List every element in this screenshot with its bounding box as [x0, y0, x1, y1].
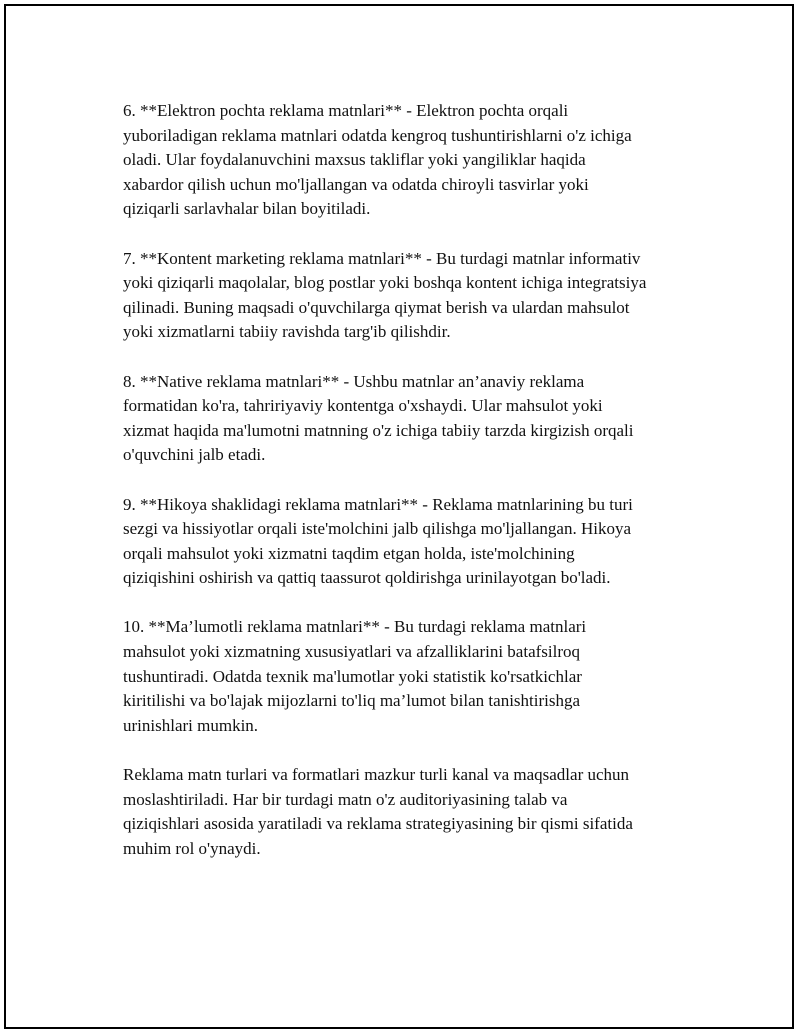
text-line: yoki xizmatlarni tabiiy ravishda targ'ib qilishdir. [123, 322, 451, 342]
text-line: orqali mahsulot yoki xizmatni taqdim etgan holda, iste'molchining [123, 543, 575, 563]
text-line: xizmat haqida ma'lumotni matnning o'z ichiga tabiiy tarzda kirgizish orqali [123, 420, 634, 440]
text-line: 7. **Kontent marketing reklama matnlari** - Bu turdagi matnlar informativ [123, 248, 641, 268]
document-body [123, 99, 708, 886]
text-line: yuboriladigan reklama matnlari odatda kengroq tushuntirishlarni o'z ichiga [123, 125, 632, 145]
paragraph-item-10 [123, 615, 708, 738]
paragraph-item-6 [123, 99, 708, 222]
text-line: mahsulot yoki xizmatning xususiyatlari va afzalliklarini batafsilroq [123, 642, 580, 662]
text-line: moslashtiriladi. Har bir turdagi matn o'z auditoriyasining talab va [123, 789, 568, 809]
text-line: muhim rol o'ynaydi. [123, 838, 261, 858]
text-line: oladi. Ular foydalanuvchini maxsus takliflar yoki yangiliklar haqida [123, 150, 586, 170]
text-line: 10. **Ma’lumotli reklama matnlari** - Bu turdagi reklama matnlari [123, 617, 587, 637]
text-line: qiziqishlari asosida yaratiladi va reklama strategiyasining bir qismi sifatida [123, 814, 633, 834]
text-line: 8. **Native reklama matnlari** - Ushbu matnlar an’anaviy reklama [123, 371, 585, 391]
text-line: o'quvchini jalb etadi. [123, 445, 266, 465]
paragraph-item-9 [123, 493, 708, 591]
text-line: kiritilishi va bo'lajak mijozlarni to'liq ma’lumot bilan tanishtirishga [123, 691, 581, 711]
text-line: 9. **Hikoya shaklidagi reklama matnlari** - Reklama matnlarining bu turi [123, 494, 633, 514]
paragraph-item-8 [123, 370, 708, 468]
text-line: 6. **Elektron pochta reklama matnlari** - Elektron pochta orqali [123, 101, 569, 120]
text-line: xabardor qilish uchun mo'ljallangan va odatda chiroyli tasvirlar yoki [123, 174, 589, 194]
paragraph-item-7 [123, 247, 708, 345]
text-line: qiziqishini oshirish va qattiq taassurot qoldirishga urinilayotgan bo'ladi. [123, 568, 611, 588]
text-line: formatidan ko'ra, tahririyaviy kontentga o'xshaydi. Ular mahsulot yoki [123, 396, 603, 416]
paragraph-conclusion [123, 763, 708, 861]
text-line: urinishlari mumkin. [123, 715, 259, 735]
text-line: yoki qiziqarli maqolalar, blog postlar yoki boshqa kontent ichiga integratsiya [123, 273, 647, 293]
text-line: sezgi va hissiyotlar orqali iste'molchini jalb qilishga mo'ljallangan. Hikoya [123, 519, 631, 539]
text-line: qilinadi. Buning maqsadi o'quvchilarga qiymat berish va ulardan mahsulot [123, 297, 630, 317]
text-line: Reklama matn turlari va formatlari mazkur turli kanal va maqsadlar uchun [123, 765, 630, 785]
text-line: tushuntiradi. Odatda texnik ma'lumotlar yoki statistik ko'rsatkichlar [123, 666, 582, 686]
text-line: qiziqarli sarlavhalar bilan boyitiladi. [123, 199, 371, 219]
page-frame [4, 4, 794, 1029]
